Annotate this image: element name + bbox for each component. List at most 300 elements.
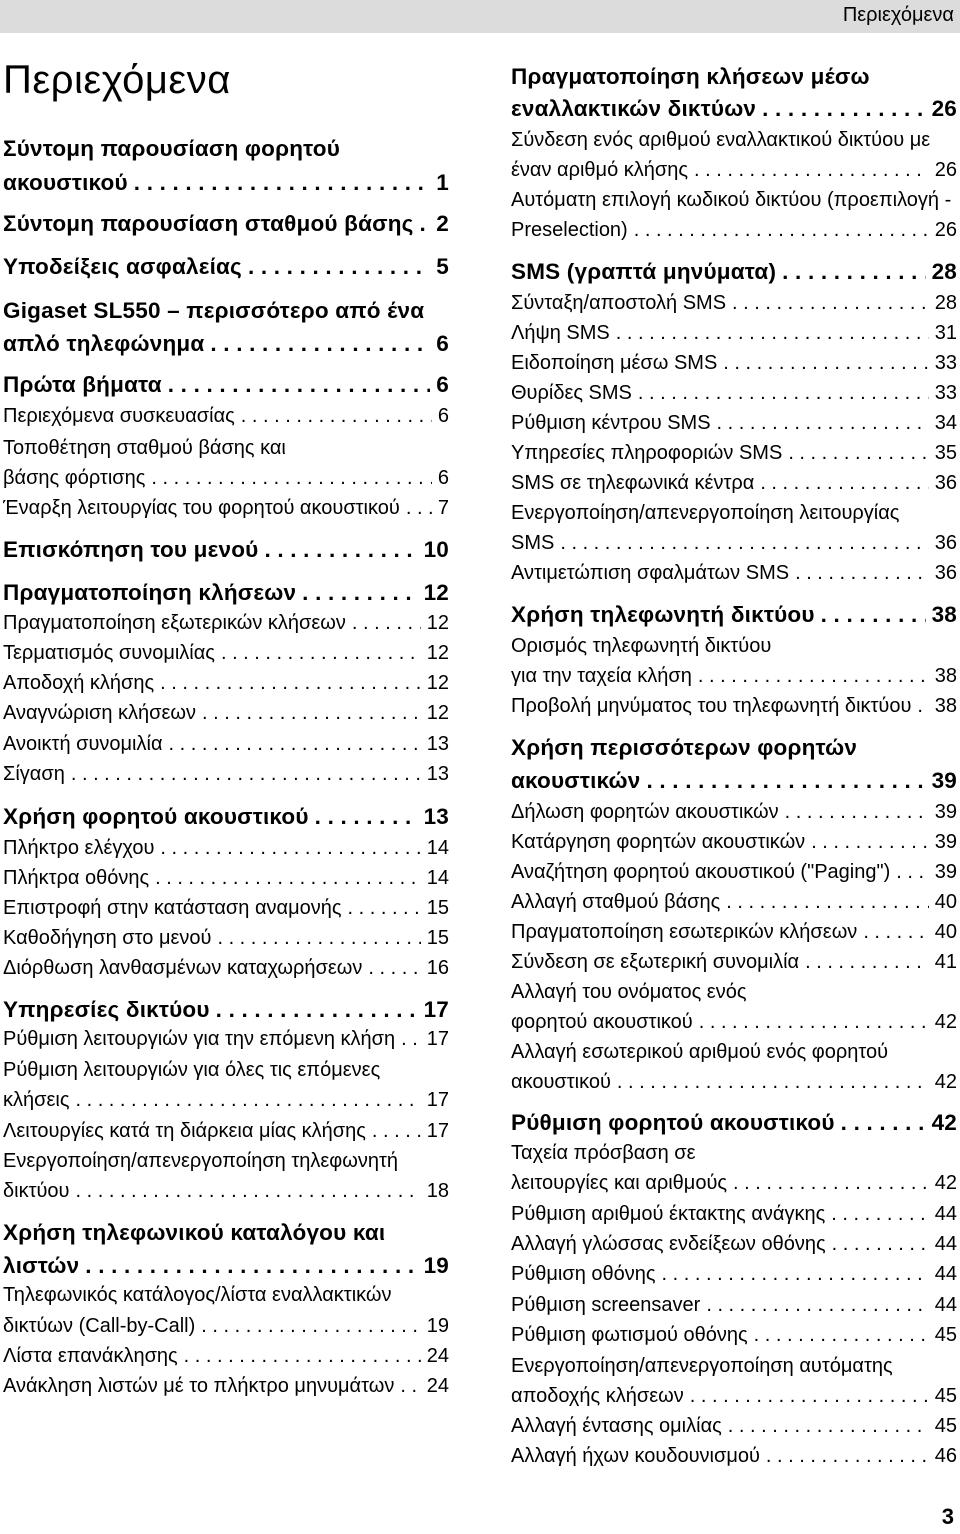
toc-dot-leader <box>811 831 929 854</box>
toc-page-number: 24 <box>426 1375 449 1397</box>
toc-page-number: 15 <box>426 927 449 949</box>
toc-entry <box>3 1315 449 1338</box>
toc-entry-title: Αποδοχή κλήσης <box>3 672 155 694</box>
toc-entry-title: απλό τηλεφώνημα <box>3 331 205 356</box>
toc-entry-title: Υπηρεσίες δικτύου <box>3 997 210 1022</box>
toc-dot-leader <box>202 702 421 725</box>
toc-dot-leader <box>168 372 431 398</box>
toc-page-number: 12 <box>423 580 449 605</box>
toc-dot-leader <box>560 532 928 555</box>
toc-entry <box>3 1150 449 1173</box>
toc-dot-leader <box>372 1120 421 1143</box>
toc-entry-title: εναλλακτικών δικτύων <box>511 96 757 121</box>
toc-entry-title: Επιστροφή στην κατάσταση αναμονής <box>3 897 342 919</box>
toc-dot-leader <box>723 352 928 375</box>
toc-dot-leader <box>315 804 418 830</box>
toc-page-number: 17 <box>426 1120 449 1142</box>
toc-entry <box>511 472 957 495</box>
toc-entry-title: Σύνδεση ενός αριθμού εναλλακτικού δικτύου με <box>511 129 931 151</box>
toc-section-entry <box>3 1220 449 1246</box>
toc-entry-title: Καθοδήγηση στο μενού <box>3 927 212 949</box>
toc-dot-leader <box>760 472 928 495</box>
toc-entry <box>511 1355 957 1378</box>
toc-entry-title: Ανοικτή συνομιλία <box>3 733 163 755</box>
toc-entry-title: Πλήκτρα οθόνης <box>3 867 150 889</box>
toc-entry-title: Περιεχόμενα συσκευασίας <box>3 405 235 427</box>
toc-dot-leader <box>754 1324 929 1347</box>
toc-page-number: 12 <box>426 642 449 664</box>
toc-entry <box>511 1385 957 1408</box>
toc-page-number: 34 <box>934 412 957 434</box>
toc-dot-leader <box>406 497 432 520</box>
toc-page-number: 40 <box>934 891 957 913</box>
running-header-title: Περιεχόμενα <box>842 4 954 26</box>
toc-entry <box>511 1415 957 1438</box>
toc-entry <box>3 437 449 460</box>
toc-section-entry <box>3 1253 449 1279</box>
page-title: Περιεχόμενα <box>3 58 231 102</box>
toc-dot-leader <box>151 467 432 490</box>
toc-entry-title: Ρύθμιση αριθμού έκτακτης ανάγκης <box>511 1203 826 1225</box>
toc-page-number: 35 <box>934 442 957 464</box>
toc-entry-title: Ρύθμιση οθόνης <box>511 1263 656 1285</box>
toc-page-number: 17 <box>423 997 449 1022</box>
toc-page-number: 33 <box>934 382 957 404</box>
toc-entry <box>3 837 449 860</box>
toc-page-number: 28 <box>931 259 957 284</box>
toc-entry-title: Χρήση περισσότερων φορητών <box>511 735 858 760</box>
toc-dot-leader <box>216 997 418 1023</box>
toc-entry-title: δικτύου <box>3 1180 70 1202</box>
toc-dot-leader <box>401 1028 421 1051</box>
toc-entry-title: Δήλωση φορητών ακουστικών <box>511 801 779 823</box>
toc-dot-leader <box>420 211 431 237</box>
toc-entry-title: Πραγματοποίηση κλήσεων <box>3 580 297 605</box>
toc-entry-title: ακουστικού <box>3 170 128 195</box>
toc-entry-title: Ορισμός τηλεφωνητή δικτύου <box>511 635 772 657</box>
toc-entry-title: Πραγματοποίηση εσωτερικών κλήσεων <box>511 921 858 943</box>
toc-dot-leader <box>75 1089 420 1112</box>
toc-entry-title: Τηλεφωνικός κατάλογος/λίστα εναλλακτικών <box>3 1284 392 1306</box>
toc-entry-title: SMS (γραπτά μηνύματα) <box>511 259 777 284</box>
toc-entry-title: Χρήση φορητού ακουστικού <box>3 804 309 829</box>
toc-entry <box>3 1089 449 1112</box>
toc-entry <box>3 1375 449 1398</box>
toc-entry-title: Λήψη SMS <box>511 322 610 344</box>
toc-page-number: 19 <box>423 1253 449 1278</box>
toc-entry-title: Σύντομη παρουσίαση φορητού <box>3 136 341 161</box>
toc-entry <box>511 292 957 315</box>
toc-entry <box>3 927 449 950</box>
toc-dot-leader <box>762 96 925 122</box>
toc-section-entry <box>3 170 449 196</box>
toc-entry <box>511 189 957 212</box>
toc-entry-title: Ρύθμιση φωτισμού οθόνης <box>511 1324 748 1346</box>
toc-entry <box>511 1324 957 1347</box>
toc-entry-title: Αλλαγή εσωτερικού αριθμού ενός φορητού <box>511 1041 889 1063</box>
toc-page-number: 33 <box>934 352 957 374</box>
toc-page-number: 19 <box>426 1315 449 1337</box>
toc-page-number: 44 <box>934 1203 957 1225</box>
toc-entry <box>511 442 957 465</box>
toc-dot-leader <box>831 1203 929 1226</box>
toc-entry <box>3 1345 449 1368</box>
toc-section-entry <box>3 211 449 237</box>
toc-page-number: 12 <box>426 702 449 724</box>
toc-page-number: 31 <box>934 322 957 344</box>
toc-entry-title: Υποδείξεις ασφαλείας <box>3 254 242 279</box>
toc-page-number: 45 <box>934 1385 957 1407</box>
toc-dot-leader <box>616 322 929 345</box>
toc-page-number: 14 <box>426 837 449 859</box>
toc-entry <box>511 532 957 555</box>
toc-page-number: 39 <box>934 861 957 883</box>
toc-entry-title: Αναγνώριση κλήσεων <box>3 702 196 724</box>
toc-dot-leader <box>782 259 925 285</box>
toc-page-number: 40 <box>934 921 957 943</box>
running-header <box>0 0 960 33</box>
toc-page-number: 28 <box>934 292 957 314</box>
toc-entry <box>511 219 957 242</box>
toc-entry <box>3 1284 449 1307</box>
toc-page-number: 10 <box>423 537 449 562</box>
toc-dot-leader <box>352 612 421 635</box>
toc-entry-title: αποδοχής κλήσεων <box>511 1385 684 1407</box>
toc-entry-title: Ειδοποίηση μέσω SMS <box>511 352 718 374</box>
toc-entry <box>3 1180 449 1203</box>
toc-section-entry <box>3 580 449 606</box>
toc-page-number: 16 <box>426 957 449 979</box>
toc-page-number: 36 <box>934 472 957 494</box>
toc-entry-title: βάσης φόρτισης <box>3 467 146 489</box>
toc-entry <box>511 981 957 1004</box>
toc-entry <box>511 382 957 405</box>
toc-entry-title: Έναρξη λειτουργίας του φορητού ακουστικού <box>3 497 400 519</box>
toc-entry <box>3 897 449 920</box>
toc-entry-title: Αλλαγή σταθμού βάσης <box>511 891 721 913</box>
toc-entry-title: Σύντομη παρουσίαση σταθμού βάσης <box>3 211 414 236</box>
toc-page-number: 46 <box>934 1445 957 1467</box>
toc-entry <box>3 1120 449 1143</box>
toc-dot-leader <box>400 1375 420 1398</box>
toc-entry-title: Ρύθμιση screensaver <box>511 1294 701 1316</box>
toc-entry <box>511 1172 957 1195</box>
toc-entry-title: Πραγματοποίηση εξωτερικών κλήσεων <box>3 612 346 634</box>
toc-page-number: 6 <box>436 331 449 356</box>
toc-entry <box>511 129 957 152</box>
toc-entry <box>3 867 449 890</box>
toc-entry <box>3 1059 449 1082</box>
toc-page-number: 36 <box>934 562 957 584</box>
toc-dot-leader <box>706 1294 928 1317</box>
toc-page-number: 6 <box>437 467 449 489</box>
toc-entry-title: δικτύων (Call-by-Call) <box>3 1315 196 1337</box>
toc-entry-title: Χρήση τηλεφωνικού καταλόγου και <box>3 1220 386 1245</box>
toc-dot-leader <box>368 957 420 980</box>
toc-page-number: 18 <box>426 1180 449 1202</box>
toc-page-number: 42 <box>931 1110 957 1135</box>
toc-entry <box>511 1071 957 1094</box>
toc-dot-leader <box>646 768 925 794</box>
toc-entry-title: ακουστικών <box>511 768 641 793</box>
toc-entry <box>511 562 957 585</box>
toc-entry <box>3 672 449 695</box>
toc-entry <box>3 763 449 786</box>
toc-entry <box>3 497 449 520</box>
toc-page-number: 26 <box>931 96 957 121</box>
toc-page-number: 5 <box>436 254 449 279</box>
toc-entry <box>511 1294 957 1317</box>
toc-page-number: 42 <box>934 1011 957 1033</box>
page-number: 3 <box>941 1504 954 1529</box>
toc-page-number: 38 <box>934 695 957 717</box>
toc-dot-leader <box>841 1110 926 1136</box>
toc-entry-title: Αλλαγή ήχων κουδουνισμού <box>511 1445 760 1467</box>
toc-dot-leader <box>795 562 929 585</box>
toc-dot-leader <box>210 331 430 357</box>
toc-entry <box>511 801 957 824</box>
toc-dot-leader <box>71 763 421 786</box>
toc-entry-title: Ρύθμιση λειτουργιών για την επόμενη κλήση <box>3 1028 396 1050</box>
toc-dot-leader <box>201 1315 420 1338</box>
toc-dot-leader <box>75 1180 420 1203</box>
toc-entry-title: Ενεργοποίηση/απενεργοποίηση αυτόματης <box>511 1355 893 1377</box>
toc-dot-leader <box>917 695 928 718</box>
toc-entry <box>511 322 957 345</box>
toc-page-number: 44 <box>934 1294 957 1316</box>
toc-entry <box>511 891 957 914</box>
toc-entry-title: Ρύθμιση φορητού ακουστικού <box>511 1110 835 1135</box>
toc-entry-title: λιστών <box>3 1253 80 1278</box>
toc-dot-leader <box>85 1253 417 1279</box>
toc-entry-title: Αλλαγή του ονόματος ενός <box>511 981 747 1003</box>
toc-entry <box>511 1041 957 1064</box>
toc-page-number: 39 <box>934 801 957 823</box>
toc-dot-leader <box>766 1445 929 1468</box>
toc-page-number: 45 <box>934 1415 957 1437</box>
toc-entry <box>511 1203 957 1226</box>
toc-page-number: 41 <box>934 951 957 973</box>
toc-dot-leader <box>699 1011 929 1034</box>
toc-page-number: 38 <box>934 665 957 687</box>
toc-dot-leader <box>634 219 929 242</box>
toc-section-entry <box>3 372 449 398</box>
toc-dot-leader <box>184 1345 421 1368</box>
toc-page-number: 1 <box>436 170 449 195</box>
toc-page-number: 38 <box>931 602 957 627</box>
toc-page-number: 36 <box>934 532 957 554</box>
toc-page-number: 26 <box>934 219 957 241</box>
toc-dot-leader <box>264 537 417 563</box>
toc-entry-title: Αναζήτηση φορητού ακουστικού ("Paging") <box>511 861 891 883</box>
toc-entry <box>511 1233 957 1256</box>
toc-section-entry <box>511 735 957 761</box>
toc-entry-title: Θυρίδες SMS <box>511 382 632 404</box>
toc-entry-title: φορητού ακουστικού <box>511 1011 693 1033</box>
toc-entry <box>511 665 957 688</box>
toc-dot-leader <box>160 672 421 695</box>
toc-dot-leader <box>221 642 421 665</box>
toc-dot-leader <box>169 733 421 756</box>
toc-entry <box>511 1142 957 1165</box>
toc-entry <box>3 1028 449 1051</box>
toc-entry-title: Αυτόματη επιλογή κωδικού δικτύου (προεπιλογή - <box>511 189 952 211</box>
toc-dot-leader <box>728 1415 929 1438</box>
toc-page-number: 39 <box>934 831 957 853</box>
toc-entry-title: Πρώτα βήματα <box>3 372 162 397</box>
toc-entry-title: Ρύθμιση λειτουργιών για όλες τις επόμενες <box>3 1059 381 1081</box>
toc-entry-title: Πλήκτρο ελέγχου <box>3 837 155 859</box>
toc-dot-leader <box>788 442 928 465</box>
toc-entry-title: Επισκόπηση του μενού <box>3 537 259 562</box>
toc-entry <box>511 951 957 974</box>
toc-entry-title: Λειτουργίες κατά τη διάρκεια μίας κλήσης <box>3 1120 366 1142</box>
toc-entry-title: Preselection) <box>511 219 628 241</box>
toc-entry-title: Λίστα επανάκλησης <box>3 1345 178 1367</box>
toc-entry-title: κλήσεις <box>3 1089 70 1111</box>
toc-entry <box>3 733 449 756</box>
toc-entry-title: Χρήση τηλεφωνητή δικτύου <box>511 602 815 627</box>
toc-page-number: 12 <box>426 612 449 634</box>
toc-page-number: 13 <box>426 733 449 755</box>
toc-section-entry <box>3 331 449 357</box>
toc-page-number: 17 <box>426 1028 449 1050</box>
toc-entry-title: Κατάργηση φορητών ακουστικών <box>511 831 806 853</box>
toc-section-entry <box>511 64 957 90</box>
toc-section-entry <box>511 768 957 794</box>
toc-entry-title: έναν αριθμό κλήσης <box>511 159 688 181</box>
toc-dot-leader <box>155 867 421 890</box>
toc-page-number: 12 <box>426 672 449 694</box>
toc-entry-title: Gigaset SL550 – περισσότερο από ένα <box>3 298 425 323</box>
toc-section-entry <box>511 602 957 628</box>
toc-section-entry <box>3 997 449 1023</box>
toc-section-entry <box>511 1110 957 1136</box>
toc-entry <box>511 502 957 525</box>
toc-entry <box>511 1263 957 1286</box>
toc-dot-leader <box>662 1263 929 1286</box>
toc-entry-title: Προβολή μηνύματος του τηλεφωνητή δικτύου <box>511 695 912 717</box>
toc-entry-title: Αλλαγή έντασης ομιλίας <box>511 1415 722 1437</box>
toc-dot-leader <box>302 580 417 606</box>
toc-entry <box>511 412 957 435</box>
toc-dot-leader <box>717 412 929 435</box>
toc-dot-leader <box>160 837 420 860</box>
toc-entry-title: ακουστικού <box>511 1071 611 1093</box>
toc-entry <box>511 695 957 718</box>
toc-entry-title: Τερματισμός συνομιλίας <box>3 642 215 664</box>
toc-entry-title: Ταχεία πρόσβαση σε <box>511 1142 696 1164</box>
toc-page-number: 44 <box>934 1263 957 1285</box>
toc-dot-leader <box>732 292 929 315</box>
toc-section-entry <box>3 254 449 280</box>
toc-page-number: 26 <box>934 159 957 181</box>
toc-dot-leader <box>832 1233 929 1256</box>
toc-page-number: 13 <box>426 763 449 785</box>
toc-entry <box>511 921 957 944</box>
toc-entry-title: Σίγαση <box>3 763 65 785</box>
toc-dot-leader <box>248 254 430 280</box>
toc-page-number: 42 <box>934 1071 957 1093</box>
toc-entry <box>3 957 449 980</box>
toc-entry-title: SMS <box>511 532 555 554</box>
toc-page-number: 14 <box>426 867 449 889</box>
toc-section-entry <box>511 259 957 285</box>
toc-page-number: 15 <box>426 897 449 919</box>
toc-section-entry <box>3 136 449 162</box>
toc-page-number: 17 <box>426 1089 449 1111</box>
toc-dot-leader <box>863 921 928 944</box>
toc-entry <box>511 352 957 375</box>
toc-section-entry <box>3 298 449 324</box>
toc-entry-title: Ρύθμιση κέντρου SMS <box>511 412 711 434</box>
toc-page-number: 7 <box>437 497 449 519</box>
toc-entry <box>511 159 957 182</box>
toc-page-number: 45 <box>934 1324 957 1346</box>
toc-entry <box>3 612 449 635</box>
toc-dot-leader <box>694 159 929 182</box>
toc-entry <box>3 642 449 665</box>
toc-dot-leader <box>134 170 430 196</box>
toc-dot-leader <box>805 951 929 974</box>
toc-dot-leader <box>785 801 929 824</box>
toc-page-number: 13 <box>423 804 449 829</box>
toc-dot-leader <box>733 1172 929 1195</box>
toc-entry <box>511 831 957 854</box>
toc-entry-title: Αντιμετώπιση σφαλμάτων SMS <box>511 562 790 584</box>
toc-entry-title: Σύνταξη/αποστολή SMS <box>511 292 727 314</box>
toc-entry-title: λειτουργίες και αριθμούς <box>511 1172 728 1194</box>
toc-dot-leader <box>217 927 420 950</box>
toc-entry-title: Πραγματοποίηση κλήσεων μέσω <box>511 64 870 89</box>
toc-entry-title: Ενεργοποίηση/απενεργοποίηση τηλεφωνητή <box>3 1150 399 1172</box>
toc-entry-title: Τοποθέτηση σταθμού βάσης και <box>3 437 286 459</box>
toc-entry-title: Αλλαγή γλώσσας ενδείξεων οθόνης <box>511 1233 826 1255</box>
toc-entry <box>3 405 449 428</box>
toc-entry-title: Διόρθωση λανθασμένων καταχωρήσεων <box>3 957 363 979</box>
toc-section-entry <box>3 537 449 563</box>
toc-dot-leader <box>690 1385 929 1408</box>
toc-dot-leader <box>726 891 929 914</box>
toc-dot-leader <box>821 602 926 628</box>
toc-entry-title: Σύνδεση σε εξωτερική συνομιλία <box>511 951 800 973</box>
toc-entry-title: Ανάκληση λιστών μέ το πλήκτρο μηνυμάτων <box>3 1375 395 1397</box>
toc-page-number: 44 <box>934 1233 957 1255</box>
toc-section-entry <box>3 804 449 830</box>
toc-entry-title: Ενεργοποίηση/απενεργοποίηση λειτουργίας <box>511 502 900 524</box>
toc-dot-leader <box>617 1071 929 1094</box>
toc-dot-leader <box>638 382 929 405</box>
toc-entry-title: για την ταχεία κλήση <box>511 665 692 687</box>
toc-entry <box>511 1445 957 1468</box>
toc-section-entry <box>511 96 957 122</box>
toc-page-number: 24 <box>426 1345 449 1367</box>
toc-dot-leader <box>698 665 929 688</box>
toc-entry <box>511 1011 957 1034</box>
toc-page-number: 6 <box>437 405 449 427</box>
toc-page-number: 6 <box>436 372 449 397</box>
toc-page-number: 39 <box>931 768 957 793</box>
toc-entry <box>511 635 957 658</box>
toc-page-number: 42 <box>934 1172 957 1194</box>
toc-page-number: 2 <box>436 211 449 236</box>
toc-entry <box>511 861 957 884</box>
toc-entry <box>3 702 449 725</box>
toc-dot-leader <box>896 861 929 884</box>
toc-dot-leader <box>241 405 432 428</box>
toc-entry-title: SMS σε τηλεφωνικά κέντρα <box>511 472 755 494</box>
toc-dot-leader <box>347 897 420 920</box>
